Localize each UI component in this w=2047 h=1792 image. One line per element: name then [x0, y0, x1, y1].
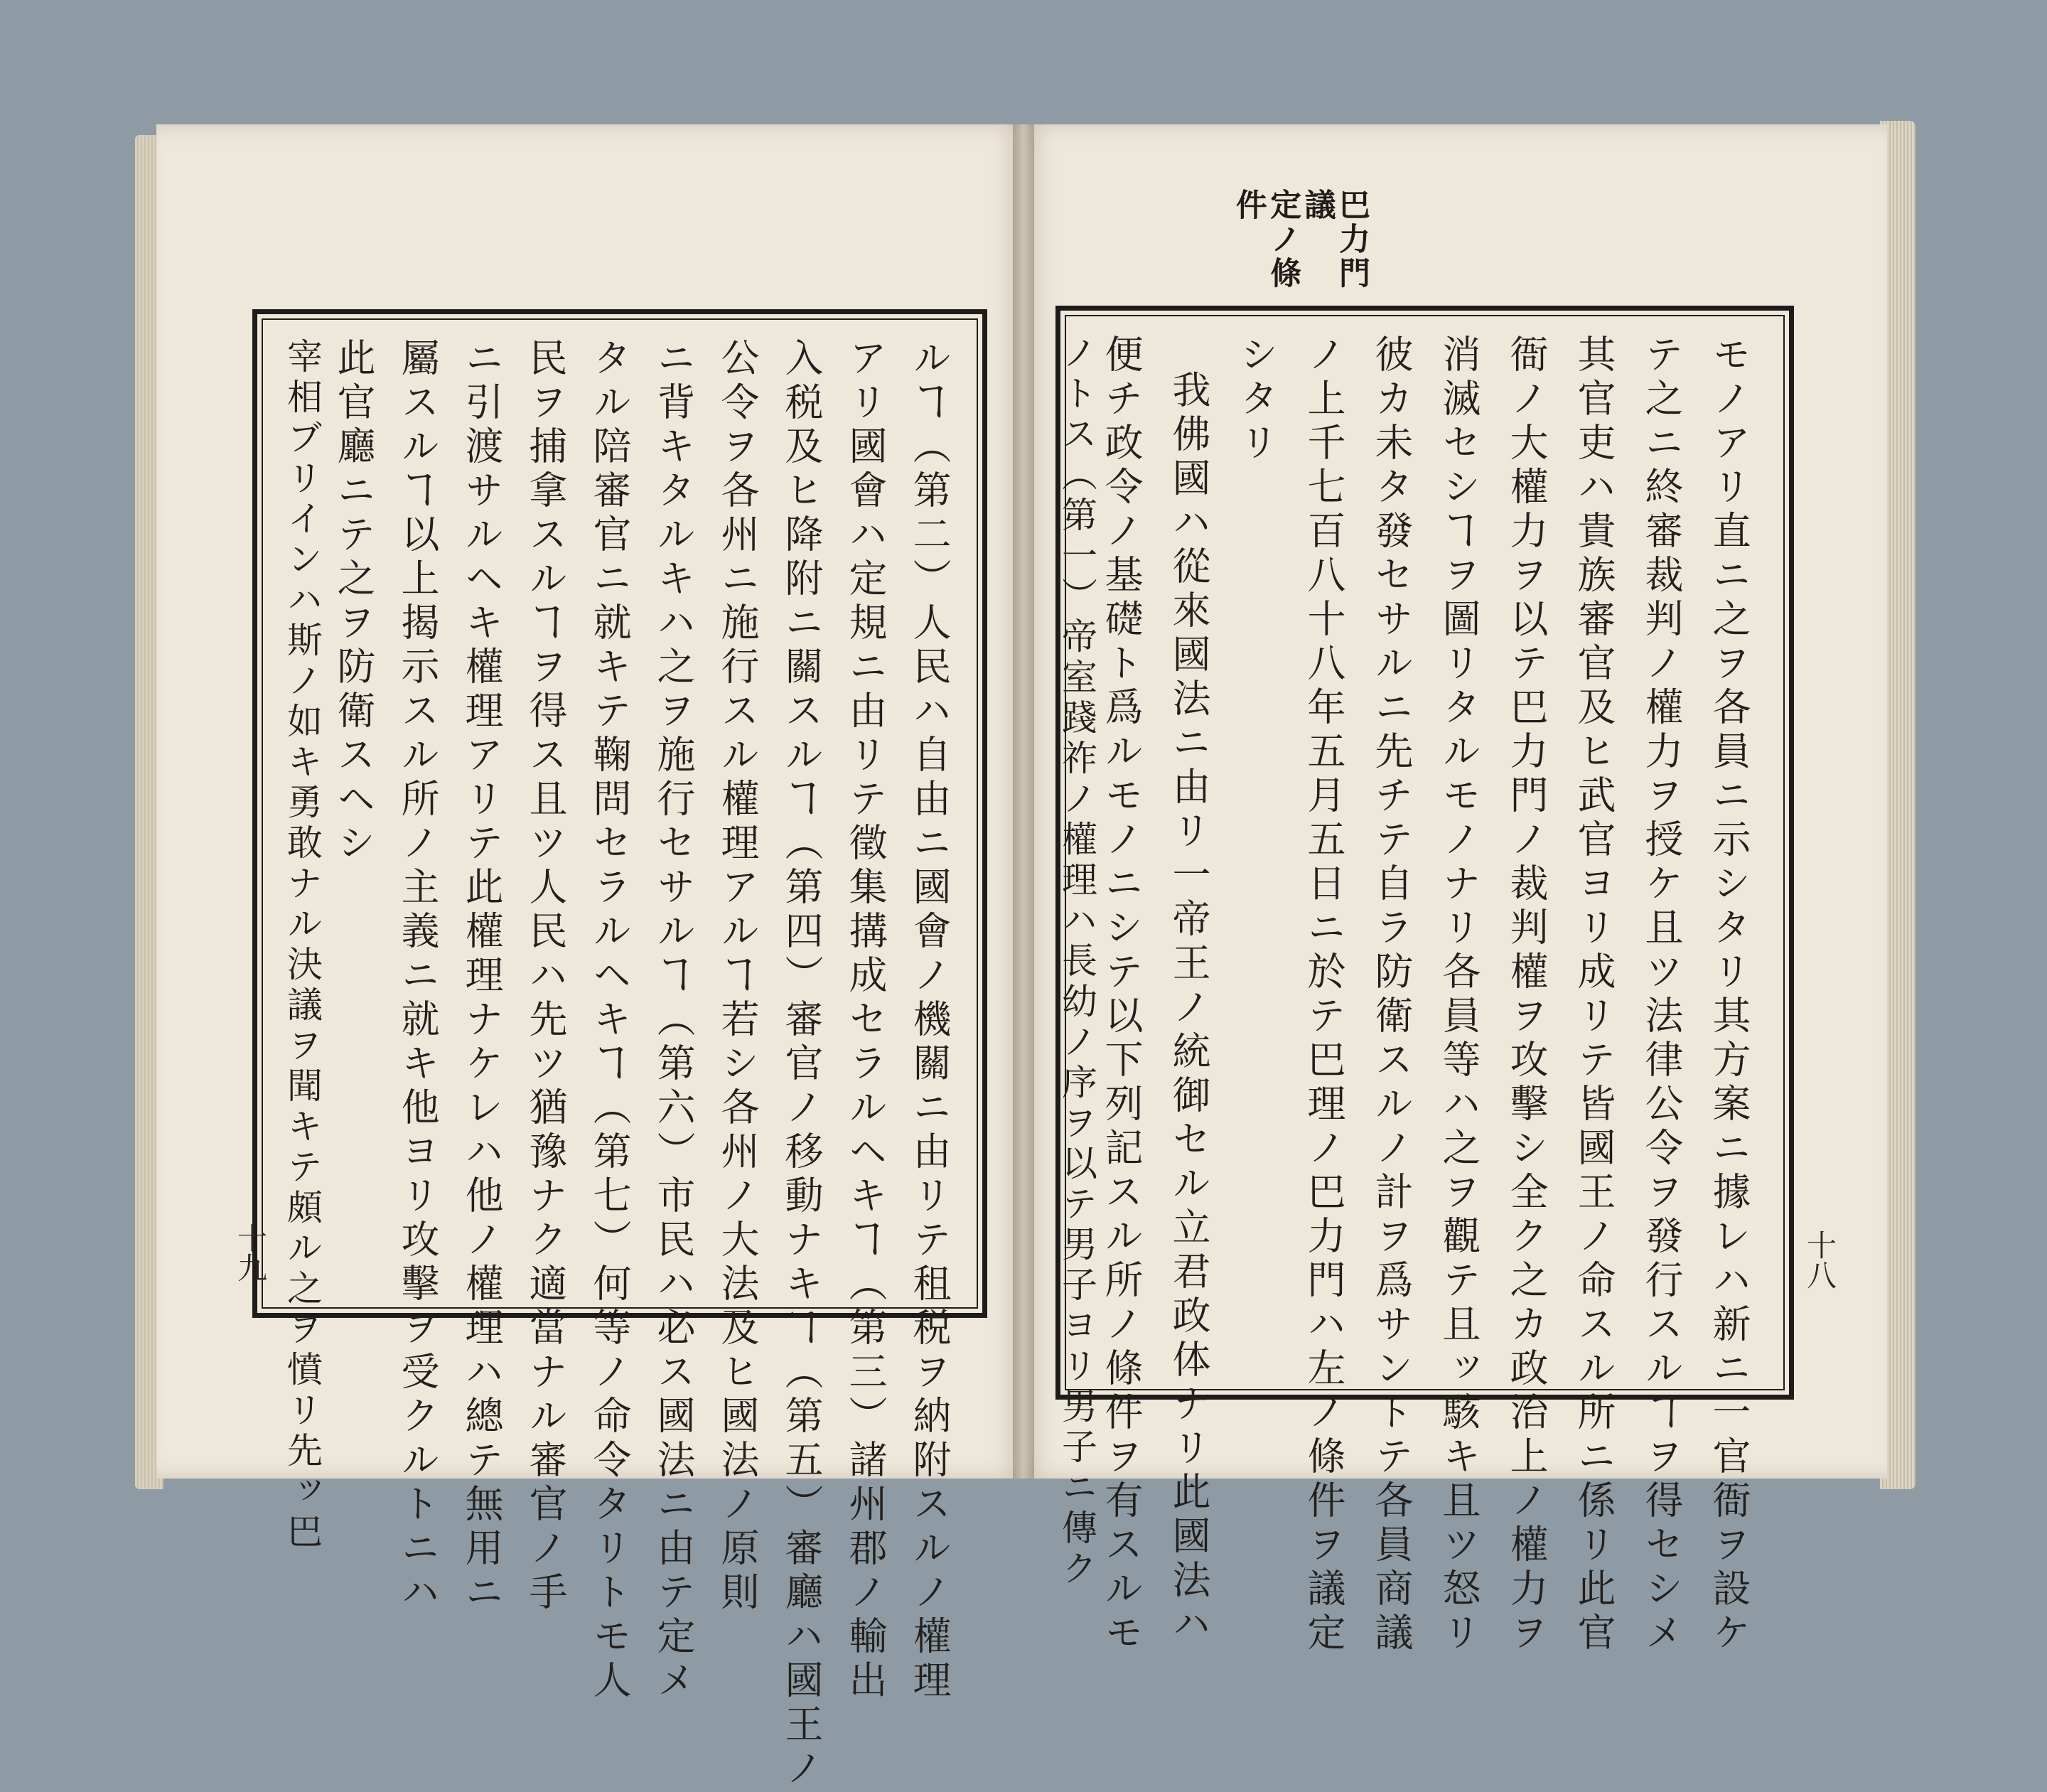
text-column: ノトス（第一）帝室踐祚ノ權理ハ長幼ノ序ヲ以テ男子ヨリ男子ニ傳ク [1056, 334, 1097, 1590]
text-column: タル陪審官ニ就キテ鞠問セラルヘキヿ（第七）何等ノ命令タリトモ人 [587, 338, 632, 1704]
text-column: アリ國會ハ定規ニ由リテ徵集搆成セラルヘキヿ（第三）諸州郡ノ輸出 [843, 338, 888, 1704]
text-column: 民ヲ捕拿スルヿヲ得ス且ツ人民ハ先ツ猶豫ナク適當ナル審官ノ手 [523, 338, 568, 1616]
text-column: 入税及ヒ降附ニ關スルヿ（第四）審官ノ移動ナキヿ（第五）審廳ハ國王ノ [779, 338, 824, 1792]
text-column: ノ上千七百八十八年五月五日ニ於テ巴理ノ巴力門ハ左ノ條件ヲ議定 [1301, 334, 1346, 1656]
text-column: 公令ヲ各州ニ施行スル權理アルヿ若シ各州ノ大法及ヒ國法ノ原則 [715, 338, 760, 1616]
text-column: ニ引渡サルヘキ權理アリテ此權理ナケレハ他ノ權理ハ總テ無用ニ [459, 338, 504, 1616]
page-number-right: 十八 [1802, 1230, 1837, 1289]
margin-heading-line: 巴力門議 [1299, 188, 1370, 291]
text-column: ルヿ（第二）人民ハ自由ニ國會ノ機關ニ由リテ租税ヲ納附スルノ權理 [907, 338, 952, 1704]
text-column: 屬スルヿ以上揭示スル所ノ主義ニ就キ他ヨリ攻擊ヲ受クルトニハ [395, 338, 440, 1616]
page-number-left: 十九 [233, 1223, 268, 1282]
margin-heading [1230, 188, 1370, 323]
text-column: 消滅セシヿヲ圖リタルモノナリ各員等ハ之ヲ觀テ且ッ駭キ且ツ怒リ [1436, 334, 1481, 1656]
text-column: 衙ノ大權力ヲ以テ巴力門ノ裁判權ヲ攻擊シ全ク之カ政治上ノ權力ヲ [1504, 334, 1549, 1656]
text-column: 彼カ未タ發セサルニ先チテ自ラ防衛スルノ計ヲ爲サントテ各員商議 [1369, 334, 1414, 1656]
text-column: 其官吏ハ貴族審官及ヒ武官ヨリ成リテ皆國王ノ命スル所ニ係リ此官 [1571, 334, 1616, 1656]
text-column: 宰相ブリインハ斯ノ如キ勇敢ナル決議ヲ聞キテ頗ル之ヲ憤リ先ッ巴 [281, 338, 323, 1553]
text-column: テ之ニ終審裁判ノ權力ヲ授ケ且ツ法律公令ヲ發行スルヿヲ得セシメ [1639, 334, 1684, 1656]
book-gutter [1013, 124, 1034, 1479]
margin-heading-line: 定ノ條件 [1230, 188, 1301, 291]
text-column: ニ背キタルキハ之ヲ施行セサルヿ（第六）市民ハ必ス國法ニ由テ定メ [651, 338, 696, 1704]
text-column: 便チ政令ノ基礎ト爲ルモノニシテ以下列記スル所ノ條件ヲ有スルモ [1099, 334, 1144, 1656]
text-column: シタリ [1234, 334, 1279, 466]
text-column: 我佛國ハ從來國法ニ由リ一帝王ノ統御セル立君政体ナリ此國法ハ [1166, 370, 1211, 1648]
text-column: 此官廳ニテ之ヲ防衛スヘシ [331, 338, 376, 867]
text-column: モノアリ直ニ之ヲ各員ニ示シタリ其方案ニ據レハ新ニ一官衙ヲ設ケ [1707, 334, 1751, 1656]
